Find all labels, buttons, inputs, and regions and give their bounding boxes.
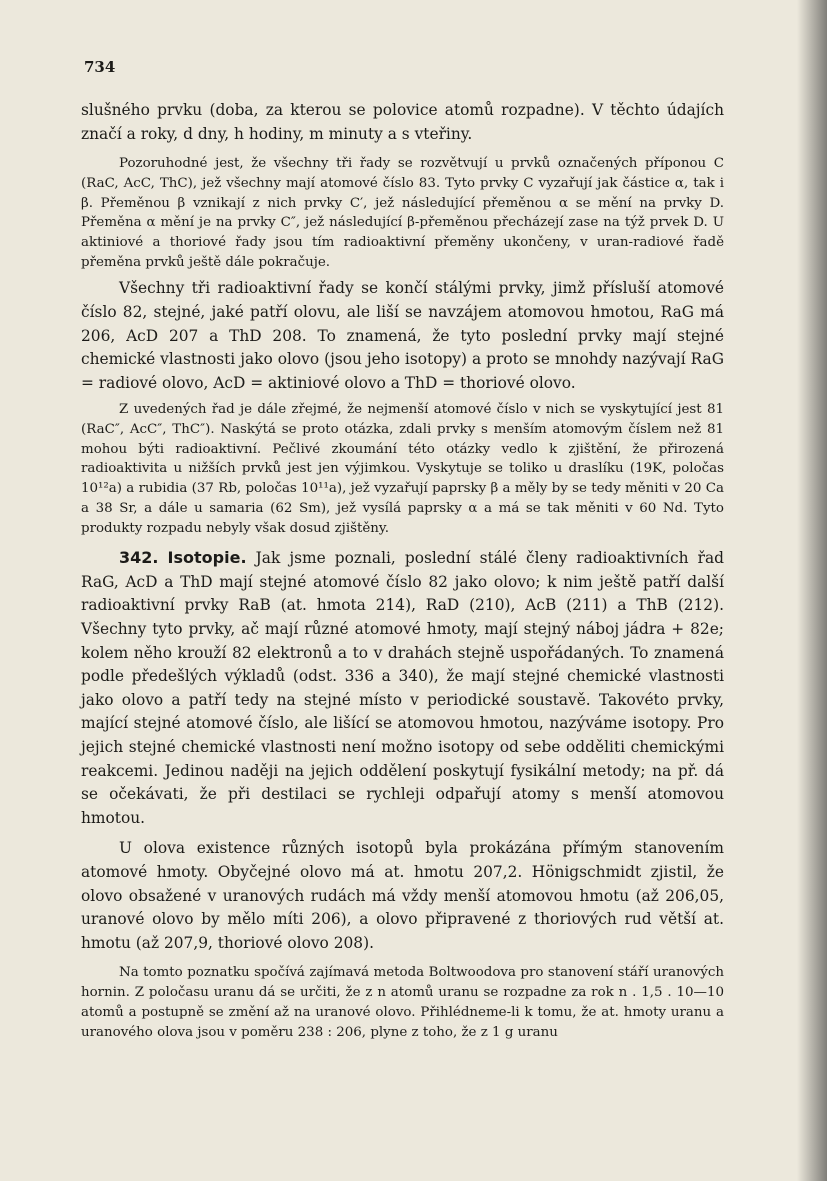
section-title: Isotopie. — [167, 548, 247, 568]
page-edge-shadow — [797, 0, 827, 1181]
text-column — [81, 99, 724, 1042]
paragraph-2: Pozoruhodné jest, že všechny tři řady se rozvětvují u prvků označených příponou C (RaC, AcC, ThC), jež všechny mají atomové číslo 83. Tyto prvky C vyzařují jak částice α, tak i β. Přeměnou β vznikají z nich prvky C′, jež následující přeměnou α se mění na prvky D. Přeměna α mění je na prvky C″, jež následující β-přeměnou přecházejí zase na týž prvek D. U aktiniové a thoriové řady jsou tím radioaktivní přeměny ukončeny, v uran-radiové řadě přeměna prvků ještě dále pokračuje. — [81, 156, 724, 270]
paragraph-7: Na tomto poznatku spočívá zajímavá metoda Boltwoodova pro stanovení stáří uranových hornin. Z poločasu uranu dá se určiti, že z n atomů uranu se rozpadne za rok n . 1,5 . 10—10 atomů a postupně se změní až na uranové olovo. Přihlédneme-li k tomu, že at. hmoty uranu a uranového olova jsou v poměru 238 : 206, plyne z toho, že z 1 g uranu — [81, 965, 724, 1040]
paragraph-6: U olova existence různých isotopů byla prokázána přímým stanovením atomové hmoty. Obyčejné olovo má at. hmotu 207,2. Hönigschmidt zjistil, že olovo obsažené v uranových rudách má vždy menší atomovou hmotu (až 206,05, uranové olovo by mělo míti 206), a olovo připravené z thoriových rud větší at. hmotu (až 207,9, thoriové olovo 208). — [81, 839, 724, 952]
paragraph-3: Všechny tři radioaktivní řady se končí stálými prvky, jimž přísluší atomové číslo 82, stejné, jaké patří olovu, ale liší se navzájem atomovou hmotou, RaG má 206, AcD 207 a ThD 208. To znamená, že tyto poslední prvky mají stejné chemické vlastnosti jako olovo (jsou jeho isotopy) a proto se mnohdy nazývají RaG = radiové olovo, AcD = aktiniové olovo a ThD = thoriové olovo. — [81, 279, 724, 392]
paragraph-4: Z uvedených řad je dále zřejmé, že nejmenší atomové číslo v nich se vyskytující jest 81 (RaC″, AcC″, ThC″). Naskýtá se proto otázka, zdali prvky s menším atomovým číslem než 81 mohou býti radioaktivní. Pečlivé zkoumání této otázky vedlo k zjištění, že přirozená radioaktivita u nižších prvků jest jen výjimkou. Vyskytuje se toliko u draslíku (19K, poločas 10¹²a) a rubidia (37 Rb, poločas 10¹¹a), jež vyzařují paprsky β a měly by se tedy měniti v 20 Ca a 38 Sr, a dále u samaria (62 Sm), jež vysílá paprsky α a má se tak měniti v 60 Nd. Tyto produkty rozpadu nebyly však dosud zjištěny. — [81, 402, 724, 536]
page-number: 734 — [84, 58, 116, 76]
section-number: 342. — [119, 548, 159, 568]
paragraph-1: slušného prvku (doba, za kterou se polovice atomů rozpadne). V těchto údajích značí a roky, d dny, h hodiny, m minuty a s vteřiny. — [81, 101, 724, 143]
section-342 — [81, 546, 724, 830]
section-text: Jak jsme poznali, poslední stálé členy radioaktivních řad RaG, AcD a ThD mají stejné atomové číslo 82 jako olovo; k nim ještě patří další radioaktivní prvky RaB (at. hmota 214), RaD (210), AcB (211) a ThB (212). Všechny tyto prvky, ač mají různé atomové hmoty, mají stejný náboj jádra + 82e; kolem něho krouží 82 elektronů a to v drahách stejně uspořádaných. To znamená podle předešlých výkladů (odst. 336 a 340), že mají stejné chemické vlastnosti jako olovo a patří tedy na stejné místo v periodické soustavě. Takovéto prvky, mající stejné atomové číslo, ale lišící se atomovou hmotou, nazýváme isotopy. Pro jejich stejné chemické vlastnosti není možno isotopy od sebe odděliti chemickými reakcemi. Jedinou naději na jejich oddělení poskytují fysikální metody; na př. dá se očekávati, že při destilaci se rychleji odpařují atomy s menší atomovou hmotou. — [81, 549, 724, 827]
